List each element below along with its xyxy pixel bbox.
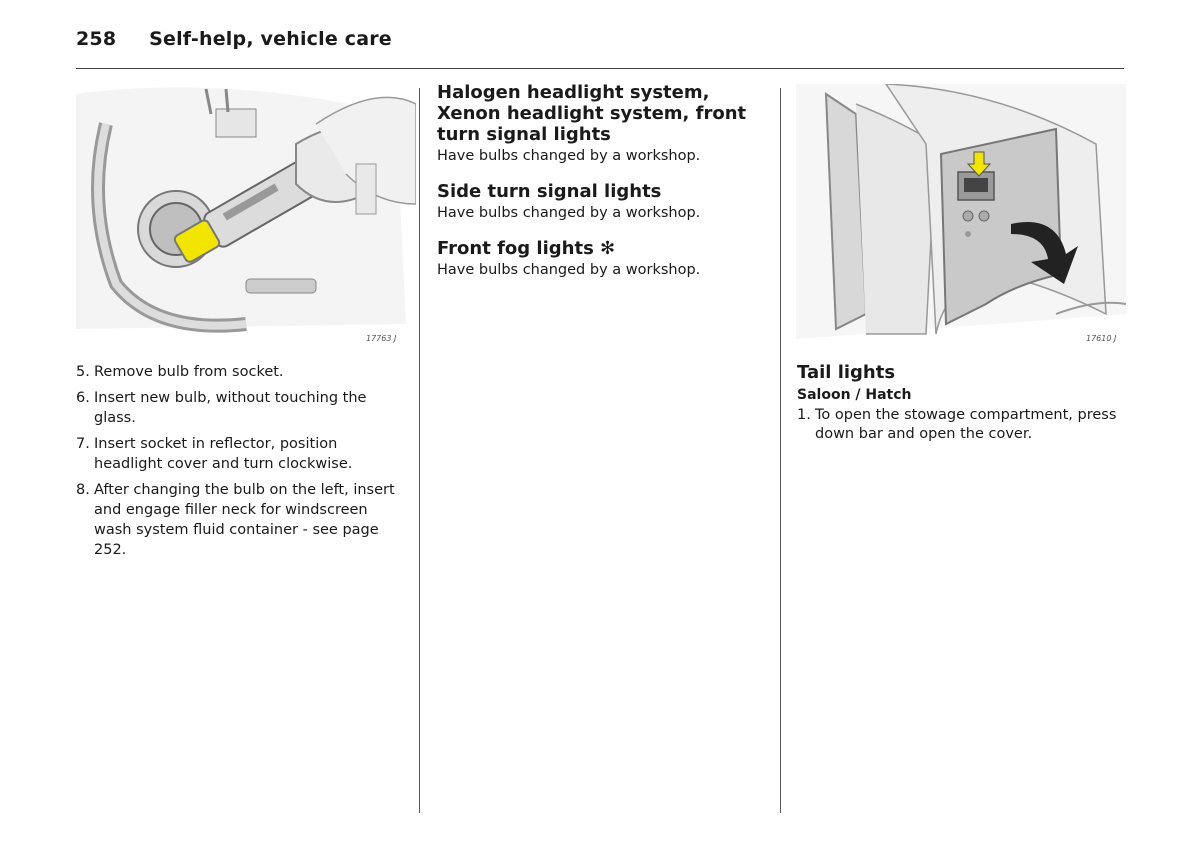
chapter-title: Self-help, vehicle care	[149, 28, 392, 50]
stowage-compartment-illustration	[796, 84, 1126, 346]
instruction-steps	[76, 362, 406, 566]
section-fog	[437, 238, 767, 279]
step-number: 6.	[76, 390, 90, 406]
section-side-turn	[437, 181, 767, 222]
step-text: Insert new bulb, without touching the glass.	[94, 390, 367, 426]
page-header	[76, 28, 392, 50]
page-number: 258	[76, 28, 117, 50]
step-number: 7.	[76, 436, 90, 452]
list-item	[76, 388, 406, 428]
section-heading: Side turn signal lights	[437, 181, 662, 202]
section-heading: Tail lights	[797, 362, 896, 383]
section-text: Have bulbs changed by a workshop.	[437, 262, 701, 278]
section-heading: Front fog lights ✻	[437, 238, 616, 259]
right-column	[797, 362, 1127, 444]
section-text: Have bulbs changed by a workshop.	[437, 205, 701, 221]
step-text: Remove bulb from socket.	[94, 364, 284, 380]
header-rule	[76, 68, 1124, 69]
figure-number: 17610 J	[1086, 334, 1117, 343]
middle-column	[437, 82, 767, 295]
step-text: To open the stowage compartment, press down bar and open the cover.	[815, 407, 1117, 442]
step-text: After changing the bulb on the left, insert and engage filler neck for windscreen wash system fluid container - see page 252.	[94, 482, 395, 558]
step-text: Insert socket in reflector, position headlight cover and turn clockwise.	[94, 436, 353, 472]
step-number: 8.	[76, 482, 90, 498]
headlight-bulb-illustration	[76, 84, 416, 346]
list-item	[76, 434, 406, 474]
step-number: 5.	[76, 364, 90, 380]
column-divider-2	[780, 88, 781, 813]
section-heading: Halogen headlight system, Xenon headlight system, front turn signal lights	[437, 82, 747, 145]
step-number: 1.	[797, 407, 811, 423]
section-subheading: Saloon / Hatch	[797, 387, 912, 403]
section-halogen	[437, 82, 767, 165]
list-item	[76, 480, 406, 560]
section-text: Have bulbs changed by a workshop.	[437, 148, 701, 164]
column-divider-1	[419, 88, 420, 813]
list-item	[797, 406, 1127, 444]
figure-number: 17763 J	[366, 334, 397, 343]
list-item	[76, 362, 406, 382]
